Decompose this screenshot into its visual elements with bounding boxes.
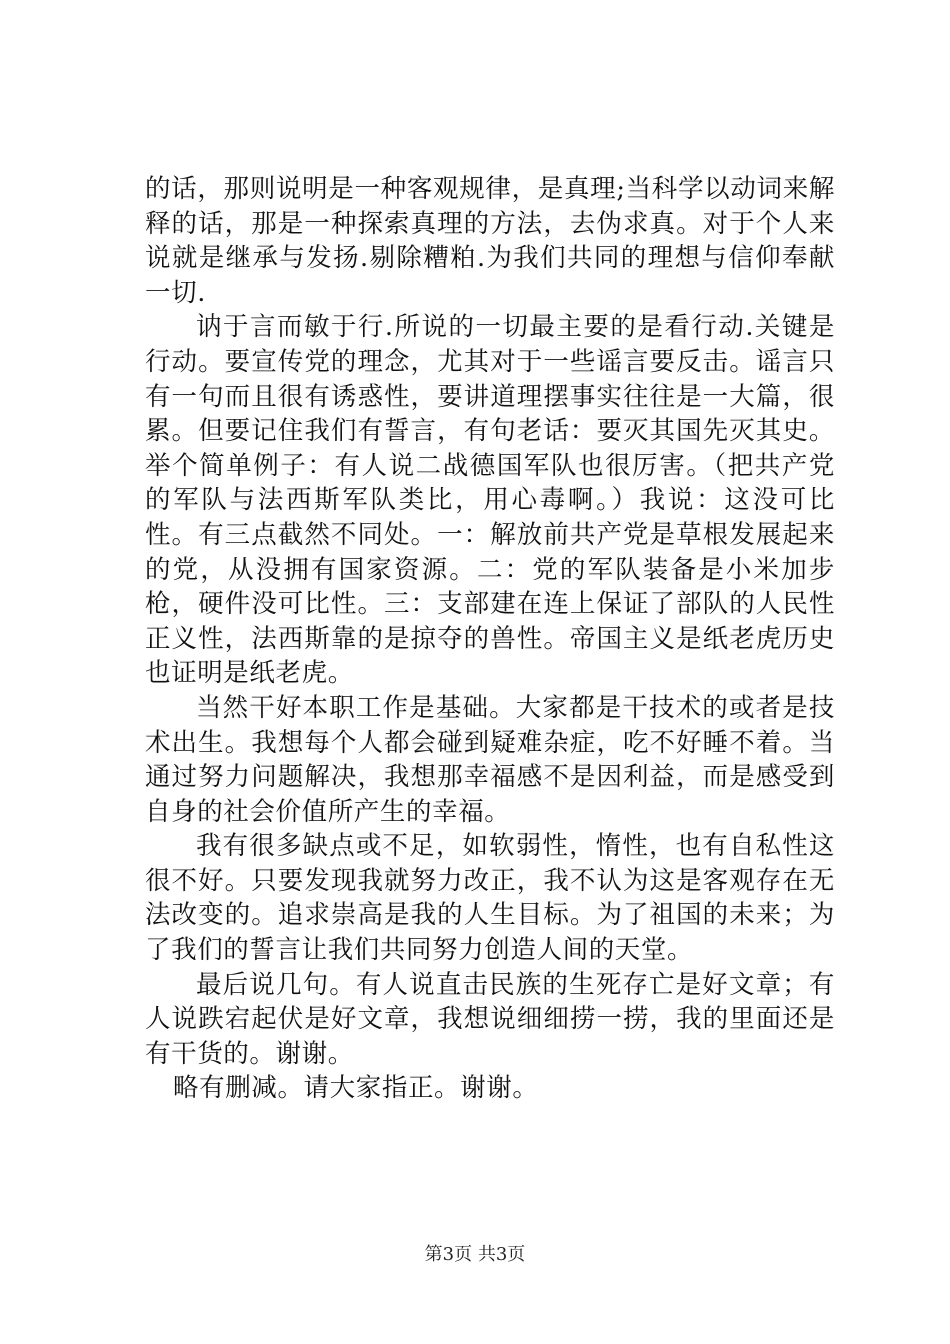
- paragraph-action: 讷于言而敏于行.所说的一切最主要的是看行动.关键是行动。要宣传党的理念，尤其对于一些谣言要反击。谣言只有一句而且很有诱惑性，要讲道理摆事实往往是一大篇，很累。但要记住我们有誓言，有句老话：要灭其国先灭其史。举个简单例子：有人说二战德国军队也很厉害。（把共产党的军队与法西斯军队类比，用心毒啊。）我说：这没可比性。有三点截然不同处。一：解放前共产党是草根发展起来的党，从没拥有国家资源。二：党的军队装备是小米加步枪，硬件没可比性。三：支部建在连上保证了部队的人民性正义性，法西斯靠的是掠夺的兽性。帝国主义是纸老虎历史也证明是纸老虎。: [145, 312, 835, 689]
- page-number-footer: 第3页 共3页: [424, 1244, 526, 1265]
- paragraph-continuation: 的话，那则说明是一种客观规律，是真理;当科学以动词来解释的话，那是一种探索真理的方法，去伪求真。对于个人来说就是继承与发扬.剔除糟粕.为我们共同的理想与信仰奉献一切.: [145, 174, 835, 308]
- paragraph-shortcomings: 我有很多缺点或不足，如软弱性，惰性，也有自私性这很不好。只要发现我就努力改正，我不认为这是客观存在无法改变的。追求崇高是我的人生目标。为了祖国的未来；为了我们的誓言让我们共同努力创造人间的天堂。: [145, 831, 835, 966]
- paragraph-closing: 最后说几句。有人说直击民族的生死存亡是好文章；有人说跌宕起伏是好文章，我想说细细捞一捞，我的里面还是有干货的。谢谢。: [145, 969, 835, 1069]
- paragraph-work: 当然干好本职工作是基础。大家都是干技术的或者是技术出生。我想每个人都会碰到疑难杂症，吃不好睡不着。当通过努力问题解决，我想那幸福感不是因利益，而是感受到自身的社会价值所产生的幸福。: [145, 692, 835, 827]
- paragraph-note: 略有删减。请大家指正。谢谢。: [173, 1073, 539, 1104]
- document-body: [145, 172, 835, 1106]
